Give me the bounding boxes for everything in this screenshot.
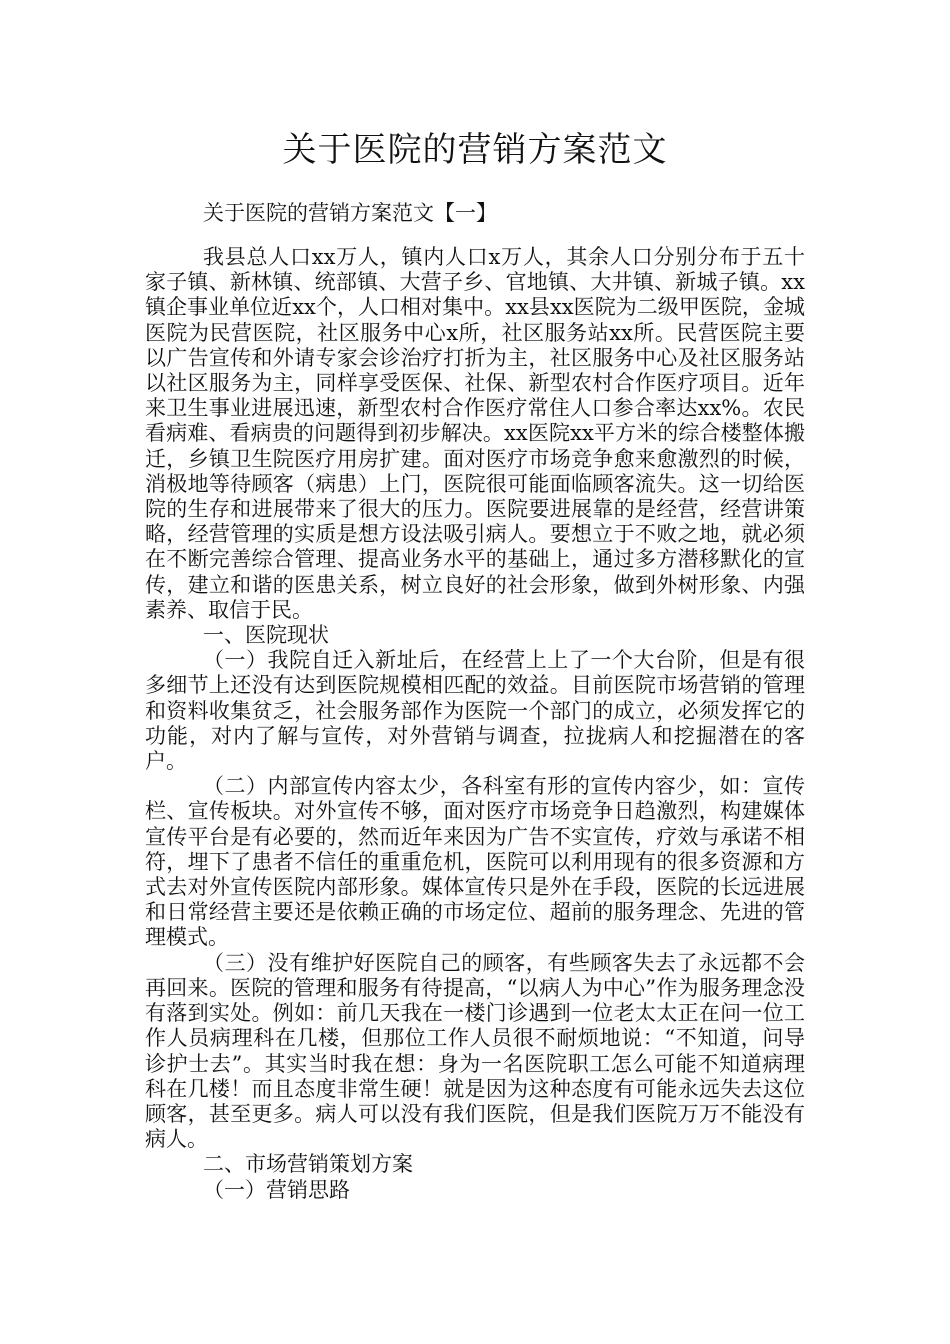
- document-subtitle: 关于医院的营销方案范文【一】: [203, 201, 497, 225]
- document-body: [145, 245, 805, 1203]
- section-heading-2: 二、市场营销策划方案: [203, 1152, 413, 1177]
- section1-paragraph-3: （三）没有维护好医院自己的顾客，有些顾客失去了永远都不会再回来。医院的管理和服务有待提高，“以病人为中心”作为服务理念没有落到实处。例如：前几天我在一楼门诊遇到一位老太太正在问一位工作人员病理科在几楼，但那位工作人员很不耐烦地说：“不知道，问导诊护士去”。其实当时我在想：身为一名医院职工怎么可能不知道病理科在几楼！而且态度非常生硬！就是因为这种态度有可能永远失去这位顾客，甚至更多。病人可以没有我们医院，但是我们医院万万不能没有病人。: [145, 950, 805, 1152]
- section1-paragraph-1: （一）我院自迁入新址后，在经营上上了一个大台阶，但是有很多细节上还没有达到医院规模相匹配的效益。目前医院市场营销的管理和资料收集贫乏，社会服务部作为医院一个部门的成立，必须发挥它的功能，对内了解与宣传，对外营销与调查，拉拢病人和挖掘潜在的客户。: [145, 648, 805, 774]
- intro-paragraph: 我县总人口xx万人，镇内人口x万人，其余人口分别分布于五十家子镇、新林镇、统部镇、大营子乡、官地镇、大井镇、新城子镇。xx镇企事业单位近xx个，人口相对集中。xx县xx医院为二级甲医院，金城医院为民营医院，社区服务中心x所，社区服务站xx所。民营医院主要以广告宣传和外请专家会诊治疗打折为主，社区服务中心及社区服务站以社区服务为主，同样享受医保、社保、新型农村合作医疗项目。近年来卫生事业进展迅速，新型农村合作医疗常住人口参合率达xx%。农民看病难、看病贵的问题得到初步解决。xx医院xx平方米的综合楼整体搬迁，乡镇卫生院医疗用房扩建。面对医疗市场竞争愈来愈激烈的时候，消极地等待顾客（病患）上门，医院很可能面临顾客流失。这一切给医院的生存和进展带来了很大的压力。医院要进展靠的是经营，经营讲策略，经营管理的实质是想方设法吸引病人。要想立于不败之地，就必须在不断完善综合管理、提高业务水平的基础上，通过多方潜移默化的宣传，建立和谐的医患关系，树立良好的社会形象，做到外树形象、内强素养、取信于民。: [145, 245, 805, 622]
- document-title: 关于医院的营销方案范文: [282, 130, 668, 170]
- subsection-heading-1: （一）营销思路: [203, 1177, 350, 1202]
- section-heading-1: 一、医院现状: [203, 623, 329, 648]
- section1-paragraph-2: （二）内部宣传内容太少，各科室有形的宣传内容少，如：宣传栏、宣传板块。对外宣传不够，面对医疗市场竞争日趋激烈，构建媒体宣传平台是有必要的，然而近年来因为广告不实宣传，疗效与承诺不相符，埋下了患者不信任的重重危机，医院可以利用现有的很多资源和方式去对外宣传医院内部形象。媒体宣传只是外在手段，医院的长远进展和日常经营主要还是依赖正确的市场定位、超前的服务理念、先进的管理模式。: [145, 774, 805, 950]
